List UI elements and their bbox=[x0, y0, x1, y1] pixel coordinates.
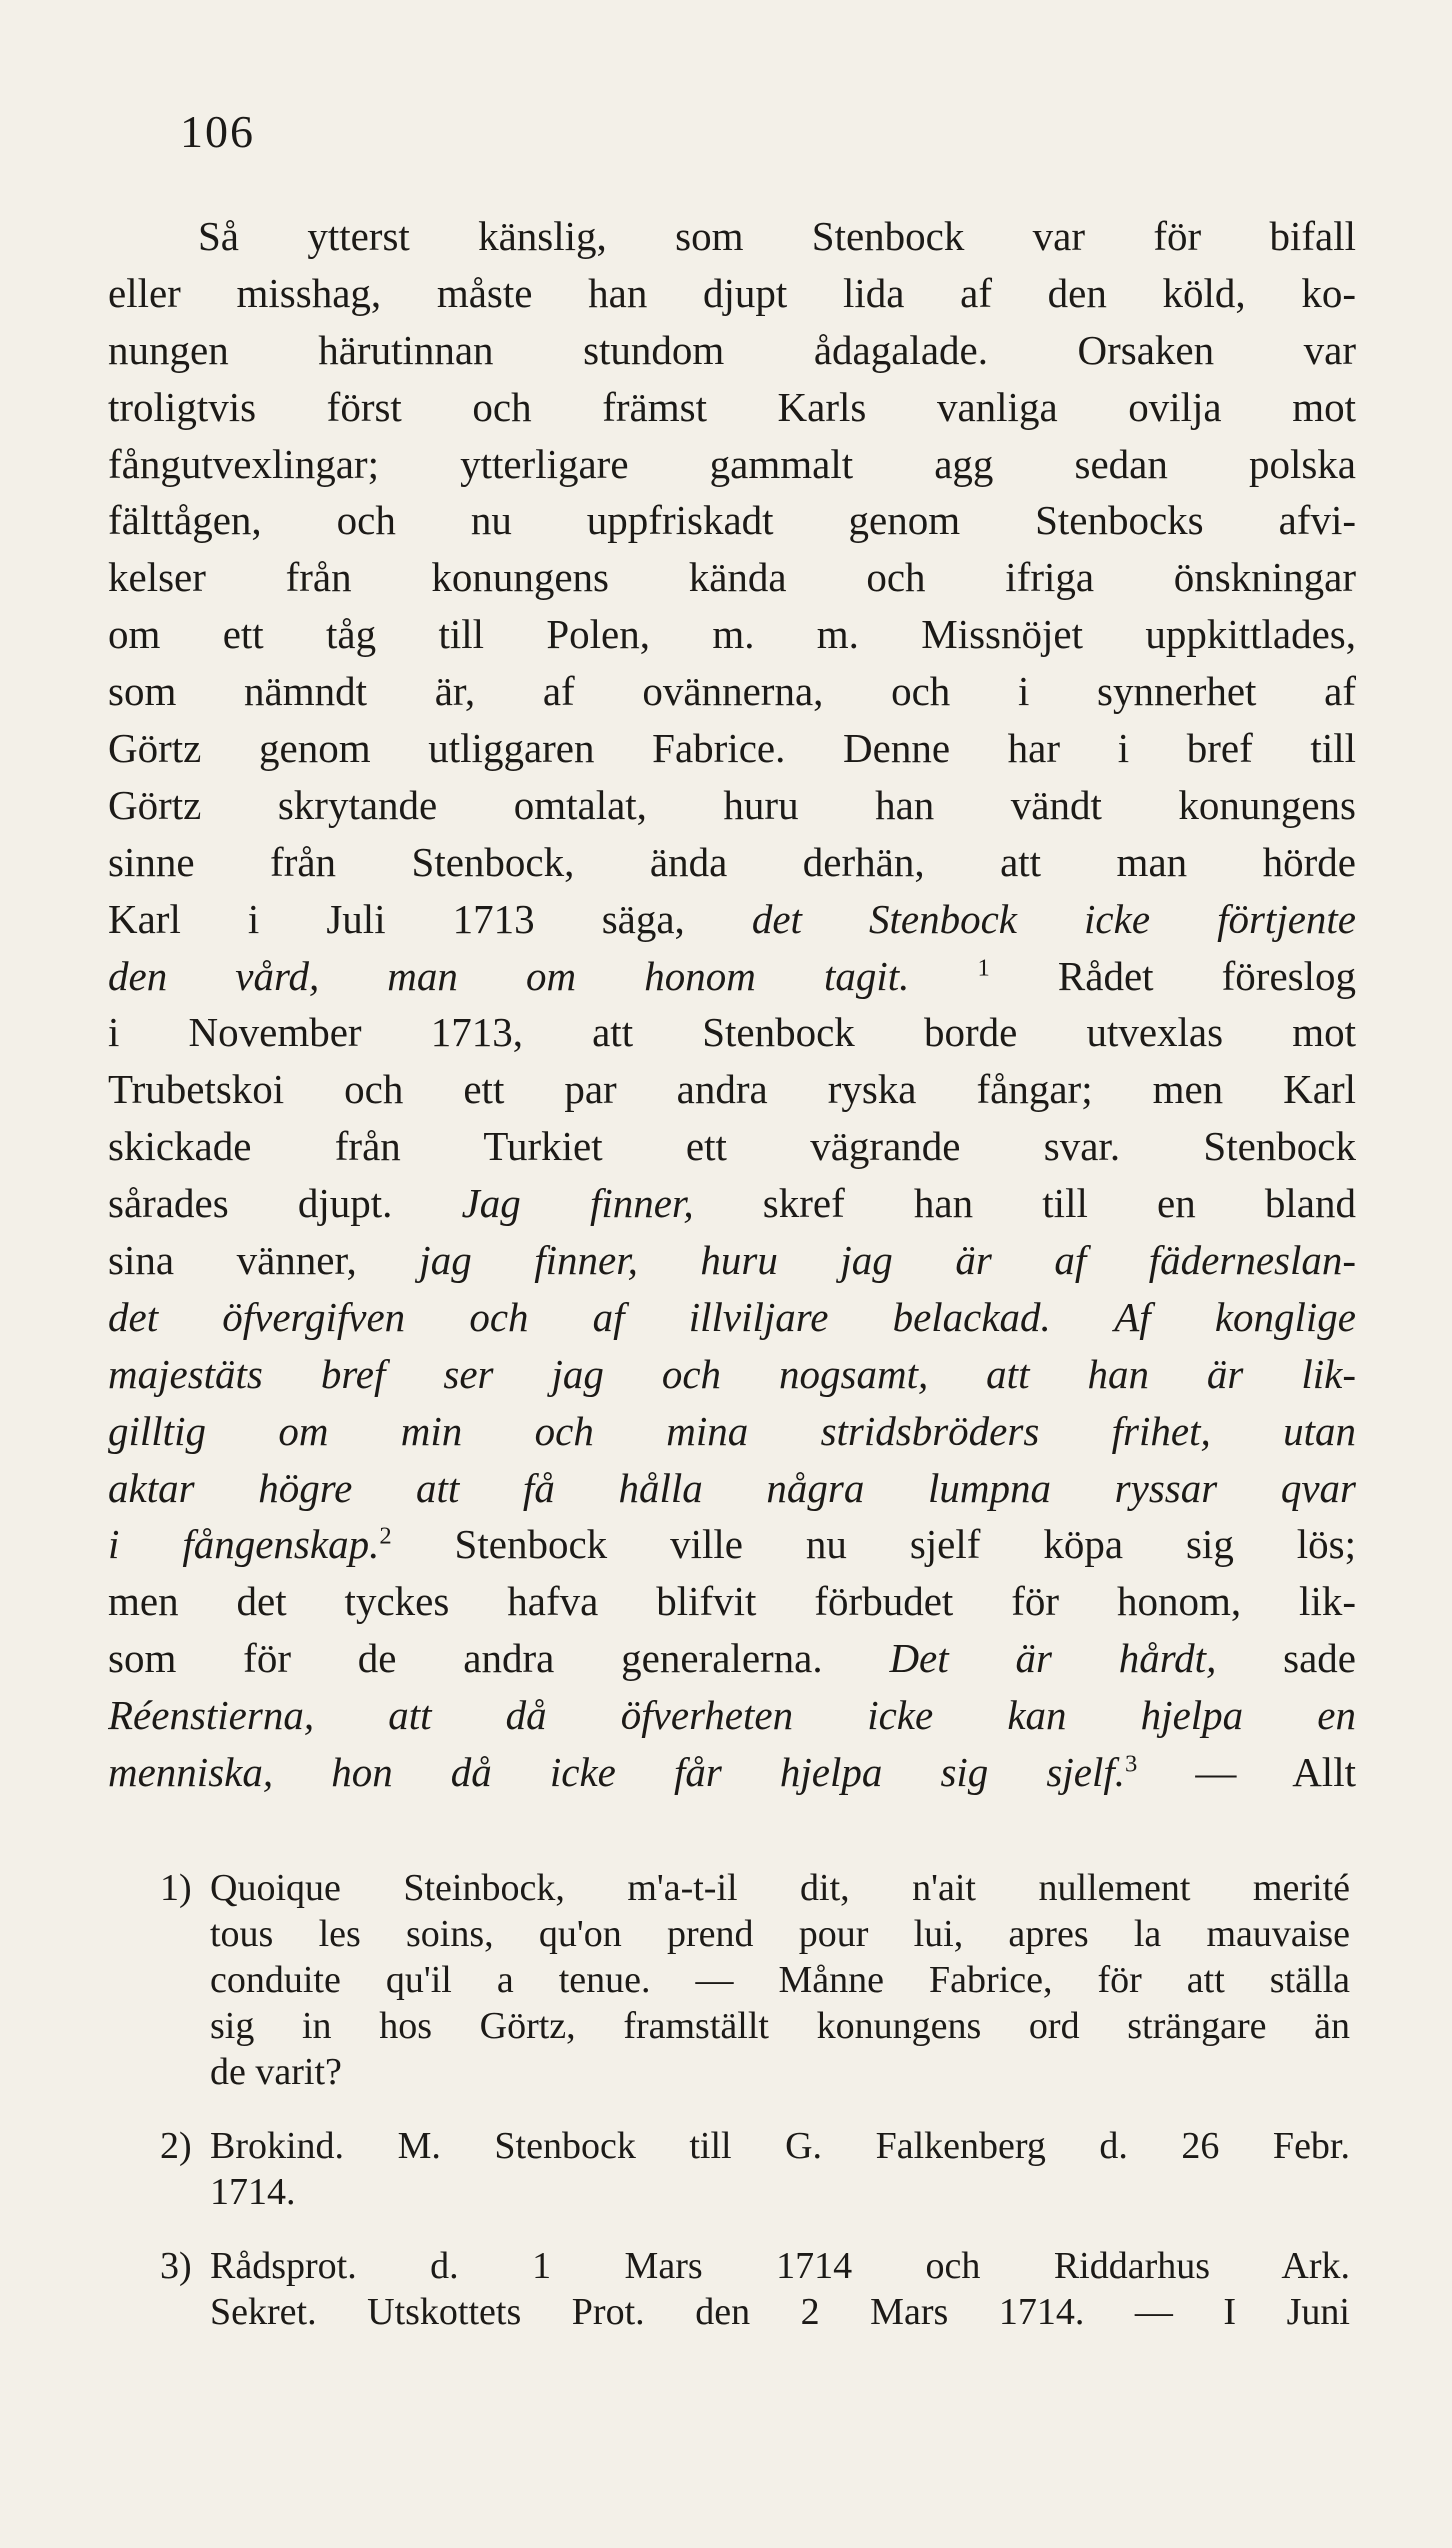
italic-quote: i fångenskap. bbox=[108, 1521, 380, 1568]
text-run: som för de andra generalerna. bbox=[108, 1635, 890, 1682]
footnote-line: tous les soins, qu'on prend pour lui, apres la mauvaise bbox=[210, 1913, 1350, 1955]
footnote-line: 1714. bbox=[210, 2171, 296, 2213]
text-line: Görtz genom utliggaren Fabrice. Denne har i bref till bbox=[108, 725, 1356, 772]
italic-quote: det Stenbock icke förtjente bbox=[751, 895, 1356, 942]
footnote-line bbox=[160, 2123, 1350, 2169]
text-line: Trubetskoi och ett par andra ryska fångar; men Karl bbox=[108, 1066, 1356, 1113]
text-line bbox=[108, 1346, 1356, 1403]
footnote-mark: 3) bbox=[160, 2245, 192, 2287]
text-line bbox=[108, 1175, 1356, 1232]
footnote-line: Sekret. Utskottets Prot. den 2 Mars 1714. — I Juni bbox=[210, 2291, 1350, 2333]
page-number: 106 bbox=[180, 106, 255, 157]
italic-quote: menniska, hon då icke får hjelpa sig sjelf. bbox=[108, 1749, 1125, 1796]
text-run: Stenbock ville nu sjelf köpa sig lös; bbox=[391, 1521, 1356, 1568]
text-line bbox=[108, 891, 1356, 948]
footnote-line bbox=[160, 1865, 1350, 1911]
text-run: sårades djupt. bbox=[108, 1180, 462, 1227]
text-line bbox=[108, 948, 1356, 1005]
text-line bbox=[108, 1289, 1356, 1346]
footnote-text: Quoique Steinbock, m'a-t-il dit, n'ait nullement merité bbox=[210, 1867, 1350, 1909]
footnote-line bbox=[160, 2243, 1350, 2289]
footnote-3 bbox=[160, 2243, 1350, 2335]
text-line: fångutvexlingar; ytterligare gammalt agg sedan polska bbox=[108, 440, 1356, 487]
footnote-ref: 2 bbox=[379, 1522, 392, 1550]
footnote-line: de varit? bbox=[210, 2051, 342, 2093]
italic-quote: jag finner, huru jag är af fäderneslan- bbox=[419, 1237, 1356, 1284]
footnote-line: sig in hos Görtz, framställt konungens ord strängare än bbox=[210, 2005, 1350, 2047]
text-line bbox=[108, 1232, 1356, 1289]
italic-quote: den vård, man om honom tagit. bbox=[108, 952, 978, 999]
footnotes bbox=[160, 1865, 1350, 2335]
text-run: Karl i Juli 1713 säga, bbox=[108, 895, 752, 942]
footnote-line: conduite qu'il a tenue. — Månne Fabrice, för att ställa bbox=[210, 1959, 1350, 2001]
text-run: skref han till en bland bbox=[693, 1180, 1356, 1227]
italic-quote: Jag finner, bbox=[461, 1180, 694, 1227]
text-line: fälttågen, och nu uppfriskadt genom Stenbocks afvi- bbox=[108, 497, 1356, 544]
text-line bbox=[108, 1744, 1356, 1801]
text-line bbox=[108, 1516, 1356, 1573]
text-line bbox=[108, 1630, 1356, 1687]
footnote-ref: 3 bbox=[1124, 1750, 1138, 1778]
footnote-text: Rådsprot. d. 1 Mars 1714 och Riddarhus Ark. bbox=[210, 2245, 1350, 2287]
italic-quote: Det är hårdt, bbox=[889, 1635, 1217, 1682]
text-line: Görtz skrytande omtalat, huru han vändt konungens bbox=[108, 781, 1356, 828]
italic-quote: det öfvergifven och af illviljare belackad. Af konglige bbox=[108, 1293, 1356, 1340]
footnote-2 bbox=[160, 2123, 1350, 2215]
footnote-1 bbox=[160, 1865, 1350, 2095]
text-run: — Allt bbox=[1137, 1749, 1356, 1796]
italic-quote: gilltig om min och mina stridsbröders frihet, utan bbox=[108, 1407, 1356, 1454]
text-line: Så ytterst känslig, som Stenbock var för bifall bbox=[198, 213, 1356, 259]
text-line: som nämndt är, af ovännerna, och i synnerhet af bbox=[108, 668, 1356, 715]
text-line: men det tyckes hafva blifvit förbudet för honom, lik- bbox=[108, 1578, 1356, 1625]
italic-quote: majestäts bref ser jag och nogsamt, att han är lik- bbox=[108, 1350, 1356, 1397]
text-run: sade bbox=[1216, 1635, 1356, 1682]
footnote-ref: 1 bbox=[977, 953, 990, 981]
text-run: Rådet föreslog bbox=[989, 952, 1356, 999]
footnote-text: Brokind. M. Stenbock till G. Falkenberg d. 26 Febr. bbox=[210, 2125, 1350, 2167]
text-line bbox=[108, 1403, 1356, 1460]
text-line: kelser från konungens kända och ifriga önskningar bbox=[108, 554, 1356, 601]
italic-quote: Réenstierna, att då öfverheten icke kan hjelpa en bbox=[108, 1692, 1356, 1739]
footnote-mark: 2) bbox=[160, 2125, 192, 2167]
italic-quote: aktar högre att få hålla några lumpna ryssar qvar bbox=[108, 1464, 1356, 1511]
text-line bbox=[108, 1687, 1356, 1744]
text-line: i November 1713, att Stenbock borde utvexlas mot bbox=[108, 1009, 1356, 1056]
body-text bbox=[108, 208, 1356, 1801]
text-line bbox=[108, 1460, 1356, 1517]
text-line: om ett tåg till Polen, m. m. Missnöjet uppkittlades, bbox=[108, 611, 1356, 658]
text-line: sinne från Stenbock, ända derhän, att man hörde bbox=[108, 838, 1356, 885]
text-line: troligtvis först och främst Karls vanliga ovilja mot bbox=[108, 383, 1356, 430]
text-line: eller misshag, måste han djupt lida af den köld, ko- bbox=[108, 269, 1356, 316]
text-run: sina vänner, bbox=[108, 1237, 420, 1284]
text-line: skickade från Turkiet ett vägrande svar. Stenbock bbox=[108, 1123, 1356, 1170]
text-line: nungen härutinnan stundom ådagalade. Orsaken var bbox=[108, 326, 1356, 373]
footnote-mark: 1) bbox=[160, 1867, 192, 1909]
